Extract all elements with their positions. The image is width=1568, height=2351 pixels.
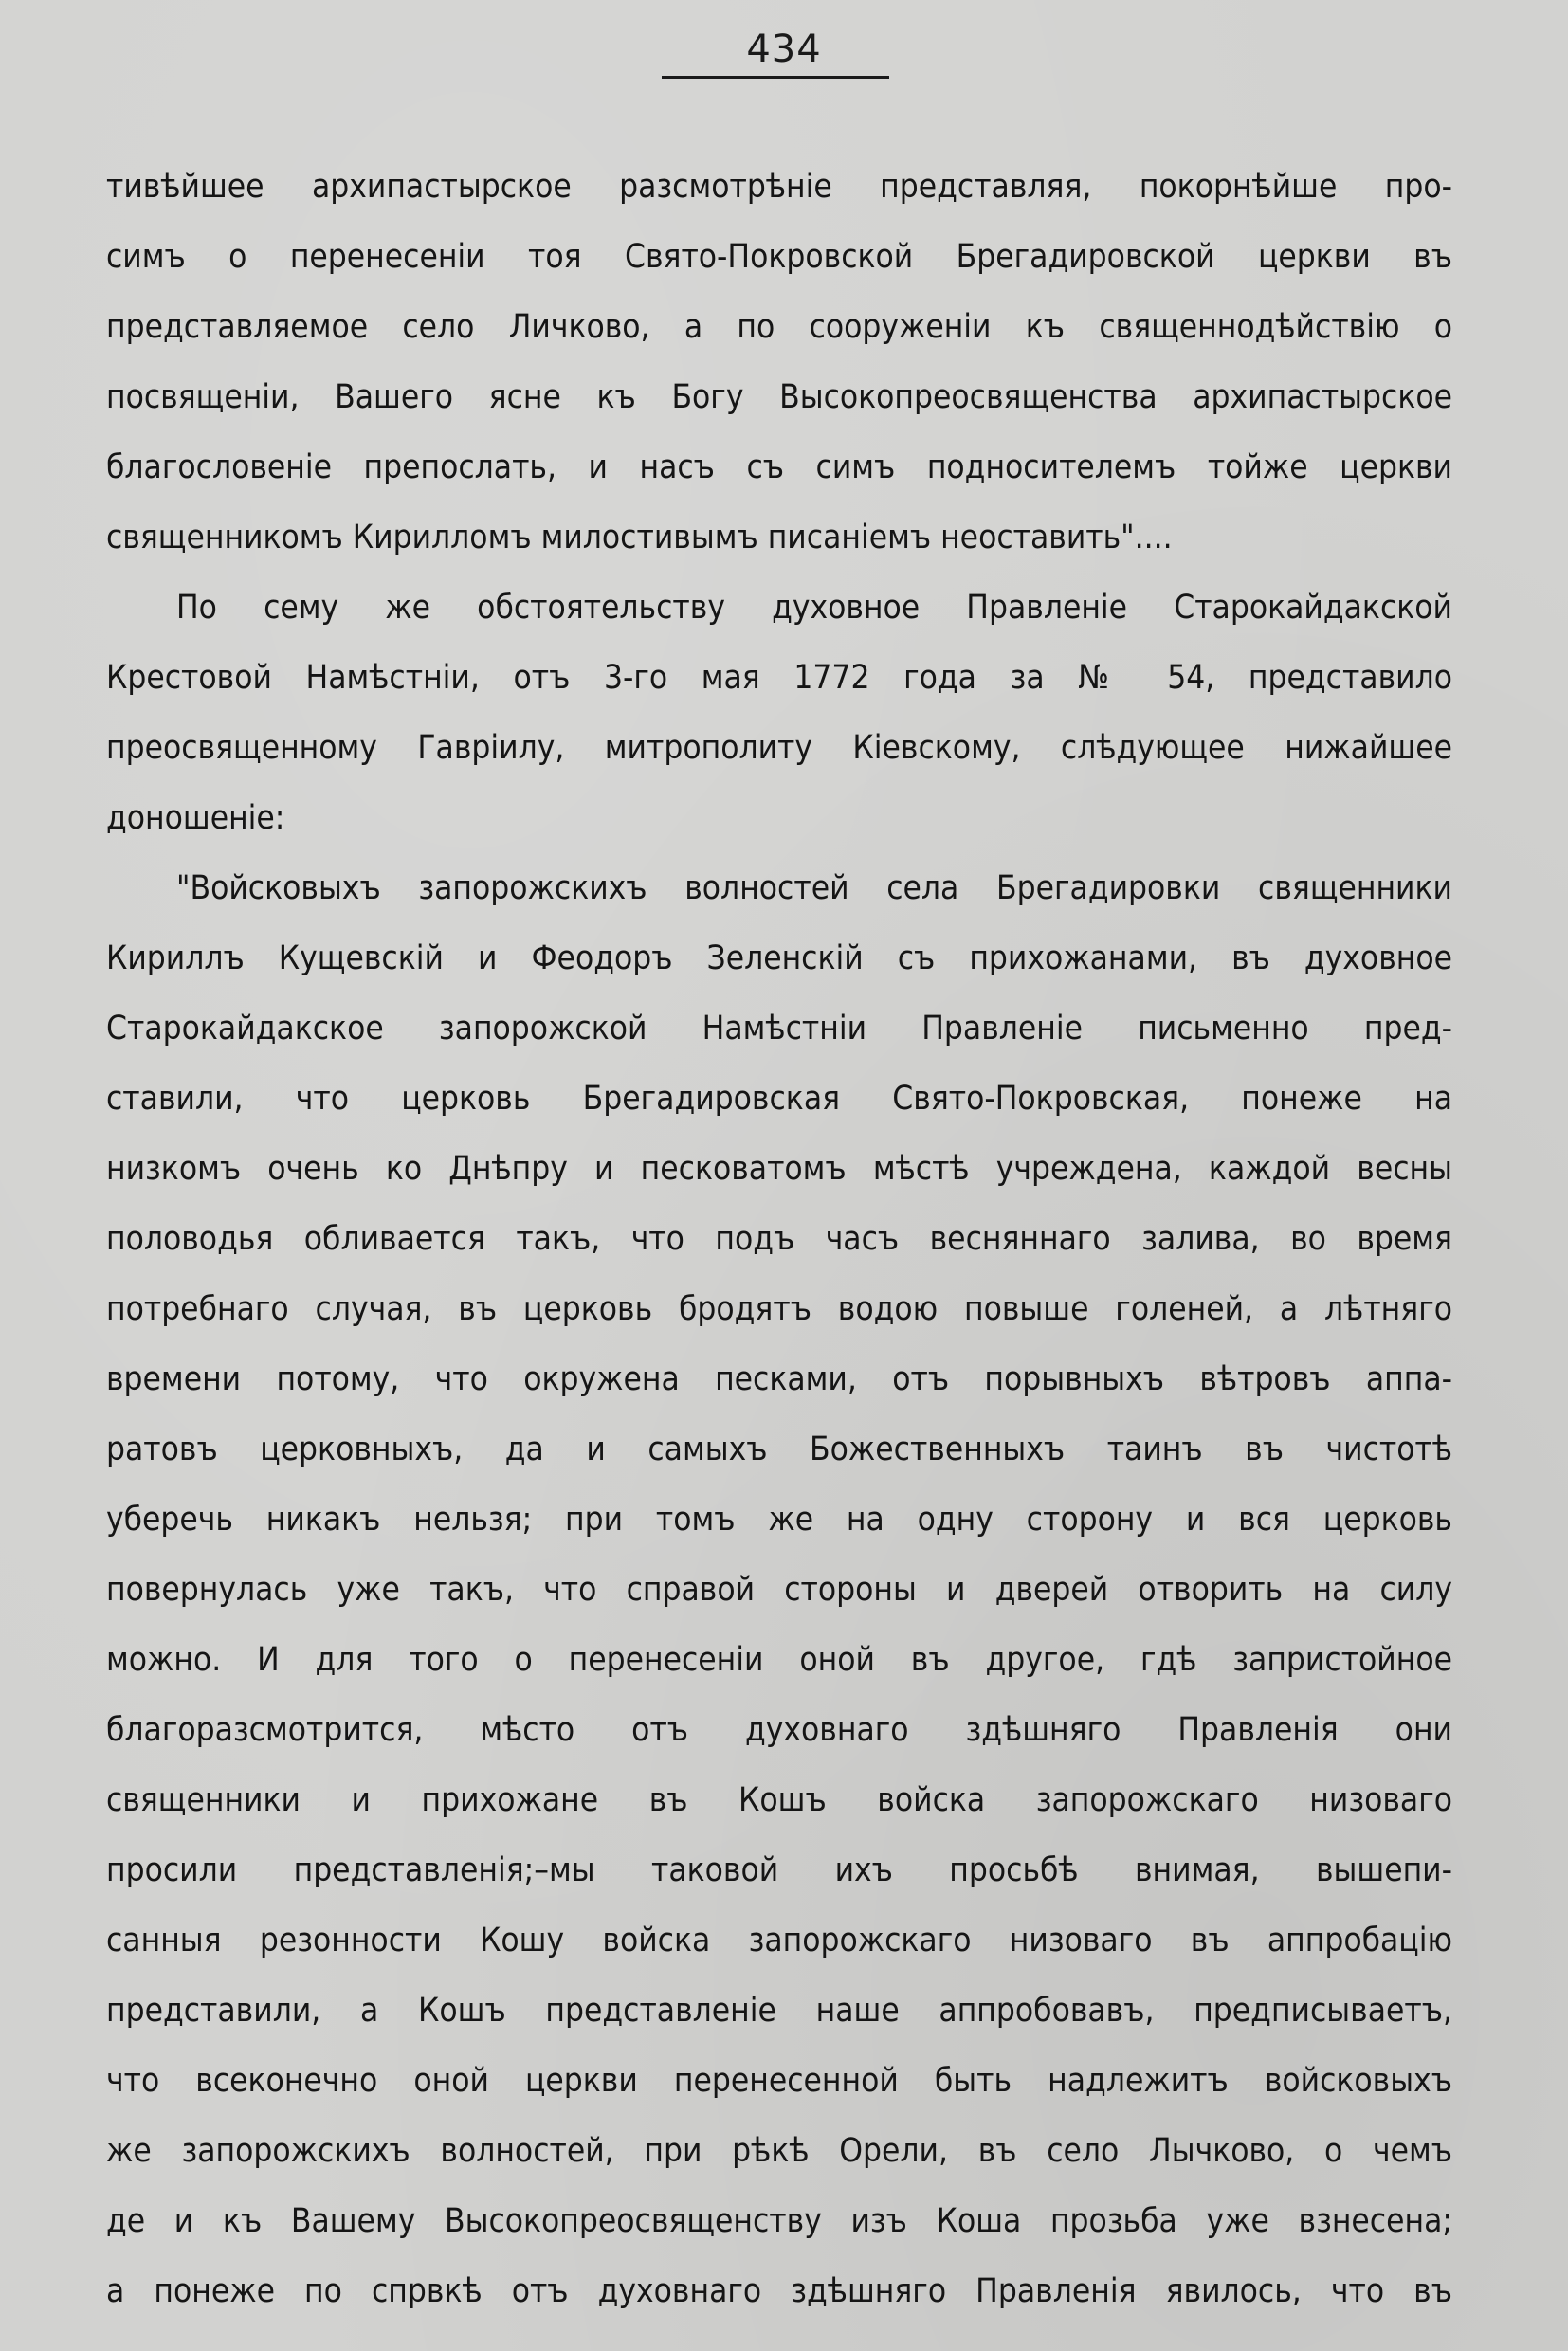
text-line: благословеніе препослать, и насъ съ симъ подносителемъ тойже церкви xyxy=(106,448,1452,486)
text-line: а понеже по спрвкѣ отъ духовнаго здѣшняго Правленія явилось, что въ xyxy=(106,2272,1452,2310)
text-line: же запорожскихъ волностей, при рѣкѣ Орели, въ село Лычково, о чемъ xyxy=(106,2132,1452,2170)
text-line: посвященіи, Вашего ясне къ Богу Высокопреосвященства архипастырское xyxy=(106,378,1452,416)
page-number-rule xyxy=(662,76,889,79)
text-line: симъ о перенесеніи тоя Свято-Покровской Брегадировской церкви въ xyxy=(106,238,1452,276)
text-line: благоразсмотрится, мѣсто отъ духовнаго здѣшняго Правленія они xyxy=(106,1711,1452,1749)
text-line: уберечь никакъ нельзя; при томъ же на одну сторону и вся церковь xyxy=(106,1501,1452,1539)
text-line: По сему же обстоятельству духовное Правленіе Старокайдакской xyxy=(176,589,1452,627)
text-line: Кириллъ Кущевскій и Феодоръ Зеленскій съ прихожанами, въ духовное xyxy=(106,939,1452,977)
text-line: просили представленія;–мы таковой ихъ просьбѣ внимая, вышепи- xyxy=(106,1851,1452,1889)
text-line: доношеніе: xyxy=(106,799,285,837)
text-line: Крестовой Намѣстніи, отъ 3-го мая 1772 года за № 54, представило xyxy=(106,659,1452,697)
text-line: низкомъ очень ко Днѣпру и песковатомъ мѣстѣ учреждена, каждой весны xyxy=(106,1150,1452,1188)
text-line: священникомъ Кирилломъ милостивымъ писаніемъ неоставить".... xyxy=(106,519,1173,556)
text-line: санныя резонности Кошу войска запорожскаго низоваго въ аппробацію xyxy=(106,1922,1452,1959)
page-number: 434 xyxy=(746,27,822,71)
paragraph-2 xyxy=(106,573,1452,853)
text-line: времени потому, что окружена песками, отъ порывныхъ вѣтровъ аппа- xyxy=(106,1360,1452,1398)
paragraph-3 xyxy=(106,853,1452,2326)
text-line: ставили, что церковь Брегадировская Свято-Покровская, понеже на xyxy=(106,1080,1452,1118)
text-line: что всеконечно оной церкви перенесенной быть надлежитъ войсковыхъ xyxy=(106,2062,1452,2100)
text-line: священники и прихожане въ Кошъ войска запорожскаго низоваго xyxy=(106,1781,1452,1819)
text-line: потребнаго случая, въ церковь бродятъ водою повыше голеней, а лѣтняго xyxy=(106,1290,1452,1328)
body-text xyxy=(106,152,1452,2326)
text-line: "Войсковыхъ запорожскихъ волностей села Брегадировки священники xyxy=(176,869,1452,907)
text-line: представили, а Кошъ представленіе наше аппробовавъ, предписываетъ, xyxy=(106,1992,1452,2030)
paragraph-1 xyxy=(106,152,1452,573)
text-line: де и къ Вашему Высокопреосвященству изъ Коша прозьба уже взнесена; xyxy=(106,2202,1452,2240)
text-line: половодья обливается такъ, что подъ часъ весняннаго залива, во время xyxy=(106,1220,1452,1258)
text-line: представляемое село Личково, а по сооруженіи къ священнодѣйствію о xyxy=(106,308,1452,346)
text-line: Старокайдакское запорожской Намѣстніи Правленіе письменно пред- xyxy=(106,1010,1452,1048)
text-line: ратовъ церковныхъ, да и самыхъ Божественныхъ таинъ въ чистотѣ xyxy=(106,1431,1452,1468)
text-line: повернулась уже такъ, что справой стороны и дверей отворить на силу xyxy=(106,1571,1452,1609)
text-line: тивѣйшее архипастырское разсмотрѣніе представляя, покорнѣйше про- xyxy=(106,168,1452,206)
text-line: преосвященному Гавріилу, митрополиту Кіевскому, слѣдующее нижайшее xyxy=(106,729,1452,767)
text-line: можно. И для того о перенесеніи оной въ другое, гдѣ запристойное xyxy=(106,1641,1452,1679)
